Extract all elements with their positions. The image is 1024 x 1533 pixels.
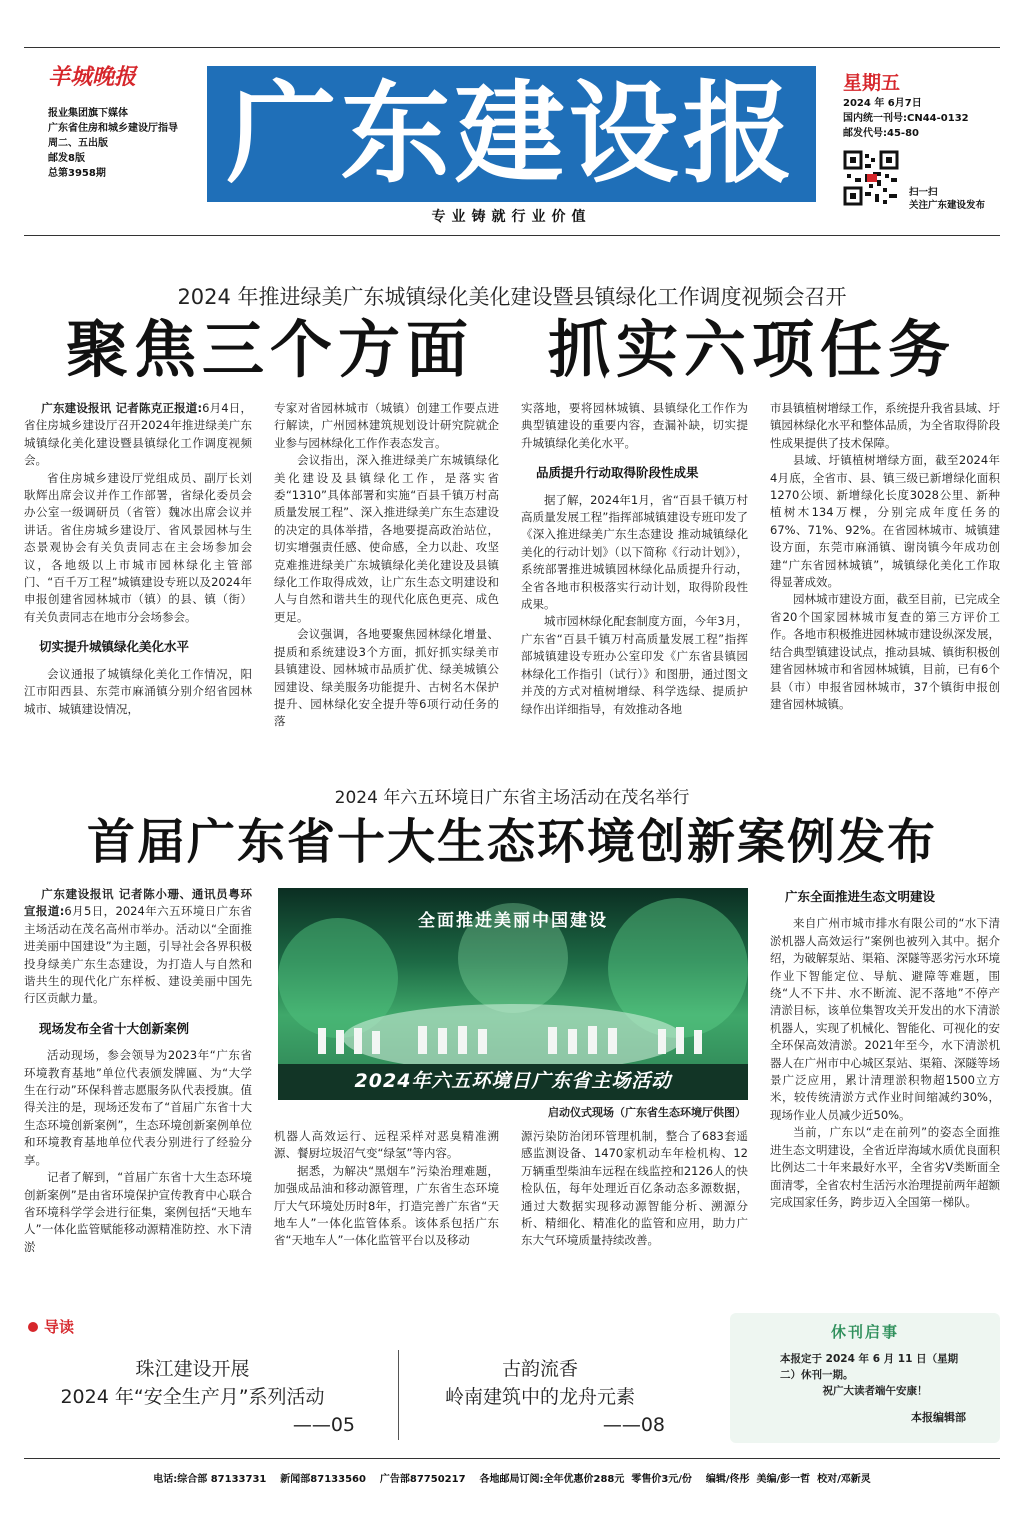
guide-item-1-line2: 2024 年“安全生产月”系列活动: [60, 1386, 325, 1408]
notice-box: [730, 1313, 1000, 1443]
article2-subheading: 广东全面推进生态文明建设: [785, 889, 936, 904]
article1-paragraph: 会议强调，各地要聚焦园林绿化增量、提质和系统建设3个方面，抓好抓实绿美市县镇建设、园林城市品质扩优、绿美城镇公园建设、绿美服务功能提升、古树名木保护提升、园林绿化安全提升等6项行动任务的落: [274, 627, 499, 729]
article1-subheading: 品质提升行动取得阶段性成果: [536, 465, 699, 481]
article1-paragraph: 省住房城乡建设厅党组成员、副厅长刘耿辉出席会议并作工作部署，省绿化委员会办公室一级调研员（省管）魏冰出席会议并讲话。省住房城乡建设厅、省风景园林与生态景观协会有关负责同志在主会场参加会议，各地级以上市城市园林绿化主管部门、“百千万工程”城镇建设专班以及2024年申报创建省园林城市（镇）的县、镇（街）有关负责同志在地市分会场参会。: [24, 470, 252, 624]
article2-column-3: [521, 1128, 748, 1303]
article1-headline-b: 抓实六项任务: [548, 313, 957, 386]
article1-paragraph: 据了解，2024年1月，省“百县千镇万村高质量发展工程”指挥部城镇建设专班印发了《深入推进绿美广东生态建设 推动城镇绿化美化的行动计划》（以下简称《行动计划》），系统部署推进城镇园林绿化品质提升行动，全省各地市积极落实行动计划，取得阶段性成果。: [521, 492, 748, 612]
qr-label-title: 扫一扫: [909, 187, 938, 198]
publisher-line: 周二、五出版: [48, 138, 108, 149]
guide-item-2[interactable]: [415, 1355, 665, 1439]
article2-paragraph: 机器人高效运行、远程采样对恶臭精准溯源、餐厨垃圾沼气变“绿氢”等内容。: [274, 1129, 499, 1161]
publisher-info: [48, 106, 208, 181]
guide-item-2-line2: 岭南建筑中的龙舟元素: [444, 1386, 635, 1408]
publisher-line: 报业集团旗下媒体: [48, 108, 128, 119]
issue-date: 2024 年 6月7日: [843, 98, 922, 109]
article2-subheading: 现场发布全省十大创新案例: [39, 1020, 190, 1036]
notice-title: 休刊启事: [830, 1323, 899, 1341]
bullet-icon: [28, 1322, 38, 1332]
qr-code-icon: [843, 150, 899, 206]
article2-column-2: [274, 1128, 499, 1303]
article1-paragraph: 园林城市建设方面，截至目前，已完成全省20个国家园林城市复查的第三方评价工作。各地市积极推进园林城市建设纵深发展，结合典型镇建设试点，推动县城、镇街积极创建省园林城市和省园林城镇，目前，已有6个县（市）申报省园林城市，37个镇街申报创建省园林城镇。: [770, 592, 1000, 711]
article2-column-4: [770, 886, 1000, 1301]
guide-header: [28, 1316, 74, 1337]
guide-item-1[interactable]: [30, 1355, 355, 1439]
guide-item-2-line1: 古韵流香: [501, 1358, 578, 1380]
publisher-line: 邮发8版: [48, 153, 85, 164]
photo-stage-text: 2024年六五环境日广东省主场活动: [354, 1070, 672, 1092]
event-photo: [278, 888, 748, 1100]
guide-divider: [398, 1350, 399, 1440]
guide-item-1-page: ——05: [292, 1414, 355, 1436]
footer-info: 电话:综合部 87133731 新闻部87133560 广告部87750217 各地邮局订阅:全年优惠价288元 零售价3元/份 编辑/佟彤 美编/彭一哲 校对/邓新灵: [153, 1474, 871, 1485]
parent-logo: 羊城晚报: [48, 64, 137, 90]
article1-headline-a: 聚焦三个方面: [66, 313, 475, 386]
top-rule: [24, 47, 1000, 48]
article1-lead: 6月4日，省住房城乡建设厅召开2024年推进绿美广东城镇绿化美化建设暨县镇绿化工作调度视频会。: [24, 401, 252, 468]
article1-paragraph: 会议指出，深入推进绿美广东城镇绿化美化建设及县镇绿化工作，是落实省委“1310”具体部署和实施“百县千镇万村高质量发展工程”、深入推进绿美广东生态建设的决定的具体举措，各地要提高政治站位，切实增强责任感、使命感，全力以赴、攻坚克难推进绿美广东城镇绿化美化建设及县镇绿化工作取得成效，让广东生态文明建设和人与自然和谐共生的现代化底色更亮、成色更足。: [274, 453, 499, 624]
article2-headline: 首届广东省十大生态环境创新案例发布: [86, 814, 937, 870]
photo-caption: 启动仪式现场（广东省生态环境厅供图）: [548, 1106, 746, 1119]
issue-info: [843, 96, 1013, 141]
publisher-line: 总第3958期: [48, 168, 106, 179]
photo-banner-text: 全面推进美丽中国建设: [418, 911, 608, 931]
article1-paragraph: 专家对省园林城市（城镇）创建工作要点进行解读，广州园林建筑规划设计研究院就企业参与园林绿化工作作表态发言。: [274, 401, 499, 450]
masthead-slogan: 专业铸就行业价值: [431, 209, 592, 225]
article2-paragraph: 当前，广东以“走在前列”的姿态全面推进生态文明建设，全省近岸海域水质优良面积比例达二十年来最好水平，全省劣Ⅴ类断面全面清零，全省农村生活污水治理提前两年超额完成国家任务，跨步迈入全国第一梯队。: [770, 1125, 1000, 1209]
qr-label-sub: 关注广东建设发布: [909, 200, 986, 211]
article2-kicker: 2024 年六五环境日广东省主场活动在茂名举行: [334, 788, 690, 808]
article2-paragraph: 来自广州市城市排水有限公司的“水下清淤机器人高效运行”案例也被列入其中。据介绍，为破解泵站、渠箱、深隧等恶劣污水环境作业下智能定位、导航、避障等难题，围绕“人不下井、水不断流、泥不落地”不停产清淤目标，该单位集智攻关开发出的水下清淤机器人，实现了机械化、智能化、可视化的安全环保高效清淤。2021年至今，水下清淤机器人在广州市中心城区泵站、渠箱、深隧等场景广泛应用，累计清理淤积物超1500立方米，较传统清淤方式作业时间缩减约30%，现场作业人员减少近50%。: [770, 916, 1000, 1122]
notice-body-line1: 本报定于 2024 年 6 月 11 日（星期二）休刊一期。: [780, 1353, 959, 1381]
notice-sign: 本报编辑部: [911, 1411, 966, 1424]
weekday: 星期五: [843, 72, 901, 94]
footer-rule: [24, 1458, 1000, 1459]
notice-body: [780, 1351, 970, 1399]
article1-column-2: [274, 400, 499, 745]
article2-lead: 6月5日，2024年六五环境日广东省主场活动在茂名高州市举办。活动以“全面推进美丽中国建设”为主题，引导社会各界积极投身绿美广东生态建设，为打造人与自然和谐共生的现代化广东样板、建设美丽中国先行区贡献力量。: [24, 904, 252, 1006]
article1-paragraph: 城市园林绿化配套制度方面，今年3月，广东省“百县千镇万村高质量发展工程”指挥部城镇建设专班办公室印发《广东省县镇园林绿化工作指引（试行）》和图册，通过图文并茂的方式对植树增绿、科学选绿、提质护绿作出详细指导，有效推动各地: [521, 614, 748, 716]
postal-code: 邮发代号:45-80: [843, 128, 919, 139]
article2-column-1: [24, 886, 252, 1301]
masthead-title: 广东建设报: [226, 69, 797, 198]
article1-paragraph: 县域、圩镇植树增绿方面，截至2024年4月底，全省市、县、镇三级已新增绿化面积1270公顷、新增绿化长度3028公里、新种植树木134万棵，分别完成年度任务的67%、71%、92%。在省园林城市、城镇建设方面，东莞市麻涌镇、谢岗镇今年成功创建“广东省园林城镇”，城镇绿化美化工作取得显著成效。: [770, 453, 1000, 590]
article1-paragraph: 市县镇植树增绿工作，系统提升我省县域、圩镇园林绿化水平和整体品质，为全省取得阶段性成果提供了技术保障。: [770, 401, 1000, 450]
article2-paragraph: 源污染防治闭环管理机制，整合了683套遥感监测设备、1470家机动车年检机构、12万辆重型柴油车远程在线监控和2126人的快检队伍，每年处理近百亿条动态多源数据，通过大数据实现移动源智能分析、溯源分析、精细化、精准化的监管和应用，助力广东大气环境质量持续改善。: [521, 1129, 748, 1248]
issn: 国内统一刊号:CN44-0132: [843, 113, 969, 124]
publisher-line: 广东省住房和城乡建设厅指导: [48, 123, 178, 134]
article2-byline: 广东建设报讯 记者陈小珊、通讯员粤环宣报道:: [24, 887, 252, 919]
article1-byline: 广东建设报讯 记者陈克正报道:: [41, 401, 203, 415]
notice-body-line2: 祝广大读者端午安康！: [822, 1385, 928, 1397]
article2-paragraph: 记者了解到，“首届广东省十大生态环境创新案例”是由省环境保护宣传教育中心联合省环境科学学会进行征集，案例包括“天地车人”一体化监管赋能移动源精准防控、水下清淤: [24, 1170, 252, 1254]
article2-paragraph: 活动现场，参会领导为2023年“广东省环境教育基地”单位代表颁发牌匾、为“大学生在行动”环保科普志愿服务队代表授旗。值得关注的是，现场还发布了“首届广东省十大生态环境创新案例”，生态环境创新案例单位和环境教育基地单位代表分别进行了经验分享。: [24, 1048, 252, 1167]
article1-subheading: 切实提升城镇绿化美化水平: [39, 639, 190, 655]
article1-column-3: [521, 400, 748, 745]
masthead-rule: [24, 235, 1000, 236]
guide-label: 导读: [44, 1318, 75, 1336]
article1-paragraph: 会议通报了城镇绿化美化工作情况，阳江市阳西县、东莞市麻涌镇分别介绍省园林城市、城镇建设情况，: [24, 666, 252, 716]
qr-label: [909, 186, 985, 212]
guide-item-1-line1: 珠江建设开展: [135, 1358, 250, 1380]
masthead-banner: [207, 66, 816, 202]
article1-column-4: [770, 400, 1000, 745]
article1-column-1: [24, 400, 252, 745]
article1-paragraph: 实落地，要将园林城镇、县镇绿化工作作为典型镇建设的重要内容，查漏补缺，切实提升城镇绿化美化水平。: [521, 401, 748, 450]
guide-item-2-page: ——08: [602, 1414, 665, 1436]
article1-kicker: 2024 年推进绿美广东城镇绿化美化建设暨县镇绿化工作调度视频会召开: [177, 285, 847, 309]
article2-paragraph: 据悉，为解决“黑烟车”污染治理难题，加强成品油和移动源管理，广东省生态环境厅大气环境处历时8年，打造完善广东省“天地车人”一体化监管体系。该体系包括广东省“天地车人”一体化监管平台以及移动: [274, 1163, 499, 1248]
